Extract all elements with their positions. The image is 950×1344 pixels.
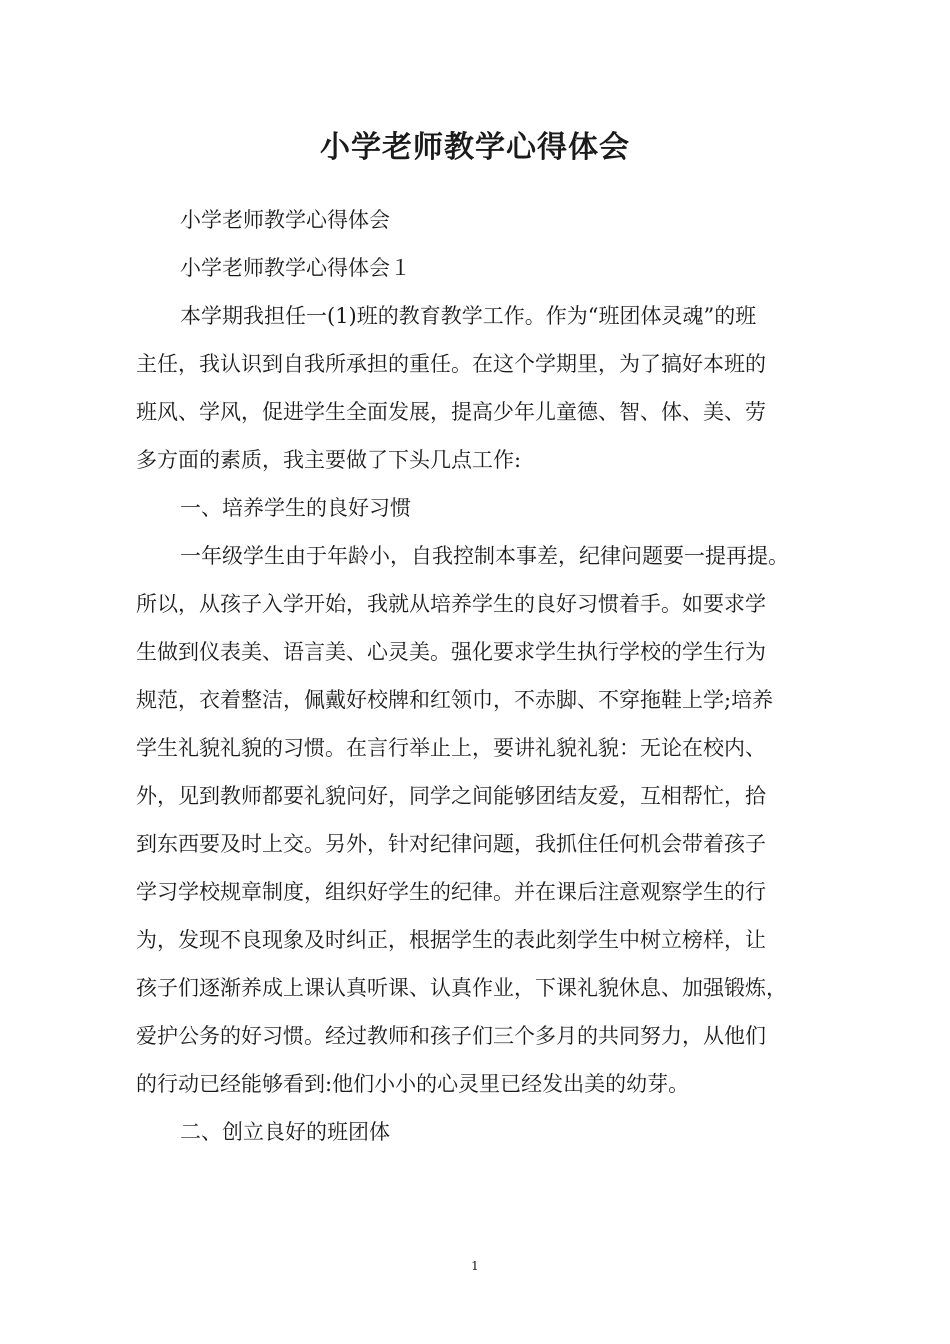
section-heading: 二、创立良好的班团体 xyxy=(180,1120,390,1144)
paragraph-line: 到东西要及时上交。另外，针对纪律问题，我抓住任何机会带着孩子 xyxy=(136,832,766,856)
paragraph-line: 规范，衣着整洁，佩戴好校牌和红领巾，不赤脚、不穿拖鞋上学;培养 xyxy=(136,688,774,712)
page-number: 1 xyxy=(471,1259,479,1273)
paragraph-line: 爱护公务的好习惯。经过教师和孩子们三个多月的共同努力，从他们 xyxy=(136,1024,766,1048)
paragraph-line: 班风、学风，促进学生全面发展，提高少年儿童德、智、体、美、劳 xyxy=(136,400,766,424)
section-heading-1: 小学老师教学心得体会１ xyxy=(180,256,411,280)
paragraph-line: 学生礼貌礼貌的习惯。在言行举止上，要讲礼貌礼貌：无论在校内、 xyxy=(136,736,766,760)
paragraph-line: 所以，从孩子入学开始，我就从培养学生的良好习惯着手。如要求学 xyxy=(136,592,766,616)
paragraph-line: 生做到仪表美、语言美、心灵美。强化要求学生执行学校的学生行为 xyxy=(136,640,766,664)
subtitle-line: 小学老师教学心得体会 xyxy=(180,208,390,232)
paragraph-line: 主任，我认识到自我所承担的重任。在这个学期里，为了搞好本班的 xyxy=(136,352,766,376)
paragraph-line: 的行动已经能够看到:他们小小的心灵里已经发出美的幼芽。 xyxy=(136,1072,690,1096)
document-body xyxy=(136,196,820,1156)
paragraph-line: 本学期我担任一(1)班的教育教学工作。作为“班团体灵魂”的班 xyxy=(180,304,757,328)
paragraph-line: 外，见到教师都要礼貌问好，同学之间能够团结友爱，互相帮忙，拾 xyxy=(136,784,766,808)
paragraph-line: 学习学校规章制度，组织好学生的纪律。并在课后注意观察学生的行 xyxy=(136,880,766,904)
document-title: 小学老师教学心得体会 xyxy=(320,130,630,165)
section-heading: 一、培养学生的良好习惯 xyxy=(180,496,411,520)
paragraph-line: 一年级学生由于年龄小，自我控制本事差，纪律问题要一提再提。 xyxy=(180,544,789,568)
paragraph-line: 多方面的素质，我主要做了下头几点工作: xyxy=(136,448,522,472)
paragraph-line: 为，发现不良现象及时纠正，根据学生的表此刻学生中树立榜样，让 xyxy=(136,928,766,952)
paragraph-line: 孩子们逐渐养成上课认真听课、认真作业，下课礼貌休息、加强锻炼， xyxy=(136,976,787,1000)
